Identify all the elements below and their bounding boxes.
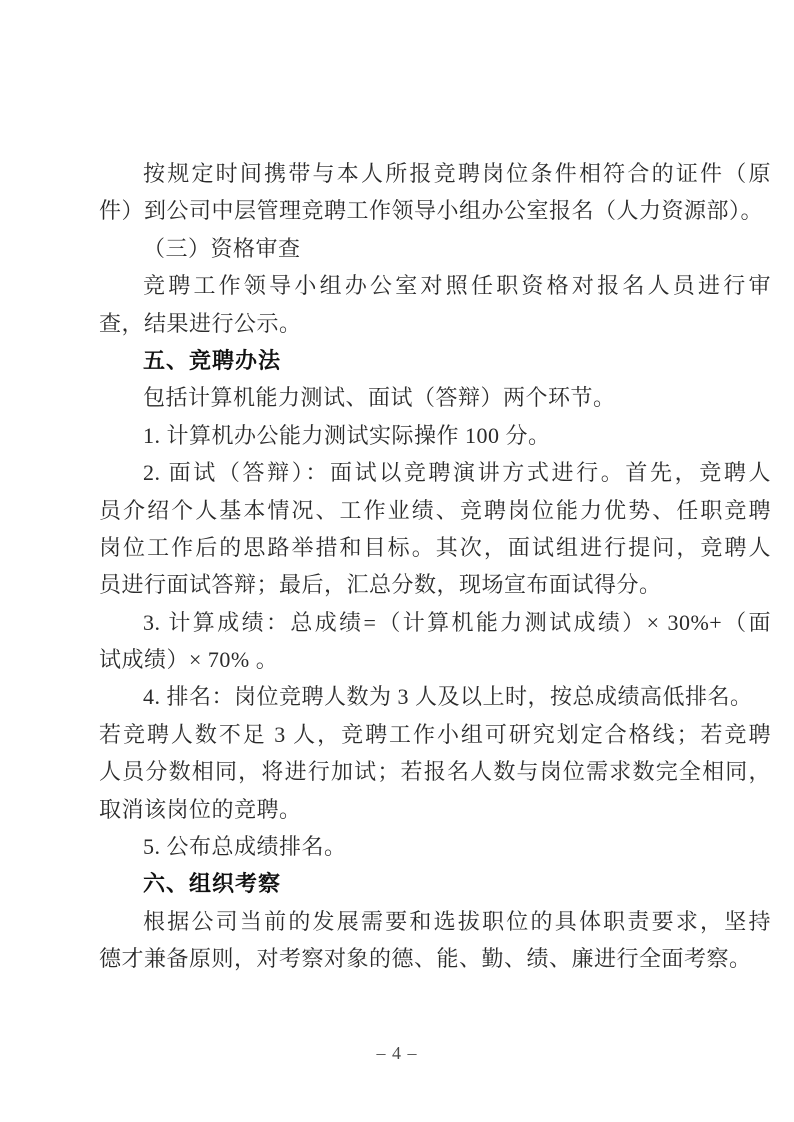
paragraph-item-3-score-formula <box>99 604 771 679</box>
doc-line: 员介绍个人基本情况、工作业绩、竞聘岗位能力优势、任职竞聘 <box>99 497 771 523</box>
doc-line: 3. 计算成绩：总成绩=（计算机能力测试成绩）× 30%+（面 <box>143 609 771 635</box>
doc-line: 取消该岗位的竞聘。 <box>99 796 302 822</box>
doc-line: 根据公司当前的发展需要和选拔职位的具体职责要求，坚持 <box>143 908 771 934</box>
doc-line: 人员分数相同，将进行加试；若报名人数与岗位需求数完全相同， <box>99 759 771 785</box>
doc-line: 4. 排名：岗位竞聘人数为 3 人及以上时，按总成绩高低排名。 <box>143 684 753 710</box>
doc-line: 试成绩）× 70% 。 <box>99 647 279 673</box>
heading-section-5 <box>99 342 771 379</box>
doc-line: 若竞聘人数不足 3 人，竞聘工作小组可研究划定合格线；若竞聘 <box>99 721 771 747</box>
doc-line: 件）到公司中层管理竞聘工作领导小组办公室报名（人力资源部）。 <box>99 198 764 224</box>
section-heading: 六、组织考察 <box>143 871 282 897</box>
doc-line: 1. 计算机办公能力测试实际操作 100 分。 <box>143 422 551 448</box>
paragraph-registration <box>99 155 771 230</box>
doc-line: （三）资格审查 <box>143 235 301 261</box>
paragraph-method-overview <box>99 379 771 416</box>
doc-line: 竞聘工作领导小组办公室对照任职资格对报名人员进行审 <box>143 273 771 299</box>
paragraph-item-1-computer-test <box>99 417 771 454</box>
doc-line: 员进行面试答辩；最后，汇总分数，现场宣布面试得分。 <box>99 572 662 598</box>
heading-section-6 <box>99 865 771 902</box>
doc-line: 2. 面试（答辩）：面试以竞聘演讲方式进行。首先，竞聘人 <box>143 460 771 486</box>
page-number: – 4 – <box>376 1043 418 1063</box>
doc-line: 查，结果进行公示。 <box>99 310 302 336</box>
paragraph-qualification-review <box>99 267 771 342</box>
paragraph-item-2-interview <box>99 454 771 604</box>
section-heading: 五、竞聘办法 <box>143 347 282 373</box>
doc-line: 按规定时间携带与本人所报竞聘岗位条件相符合的证件（原 <box>143 161 771 186</box>
doc-line: 岗位工作后的思路举措和目标。其次，面试组进行提问，竞聘人 <box>99 534 771 560</box>
paragraph-subheading-qualification <box>99 230 771 267</box>
paragraph-item-5-publish <box>99 828 771 865</box>
paragraph-inspection <box>99 903 771 978</box>
doc-line: 5. 公布总成绩排名。 <box>143 834 347 860</box>
doc-line: 德才兼备原则，对考察对象的德、能、勤、绩、廉进行全面考察。 <box>99 946 752 972</box>
doc-line: 包括计算机能力测试、面试（答辩）两个环节。 <box>143 385 616 411</box>
paragraph-item-4-ranking <box>99 678 771 828</box>
document-body <box>99 155 771 978</box>
